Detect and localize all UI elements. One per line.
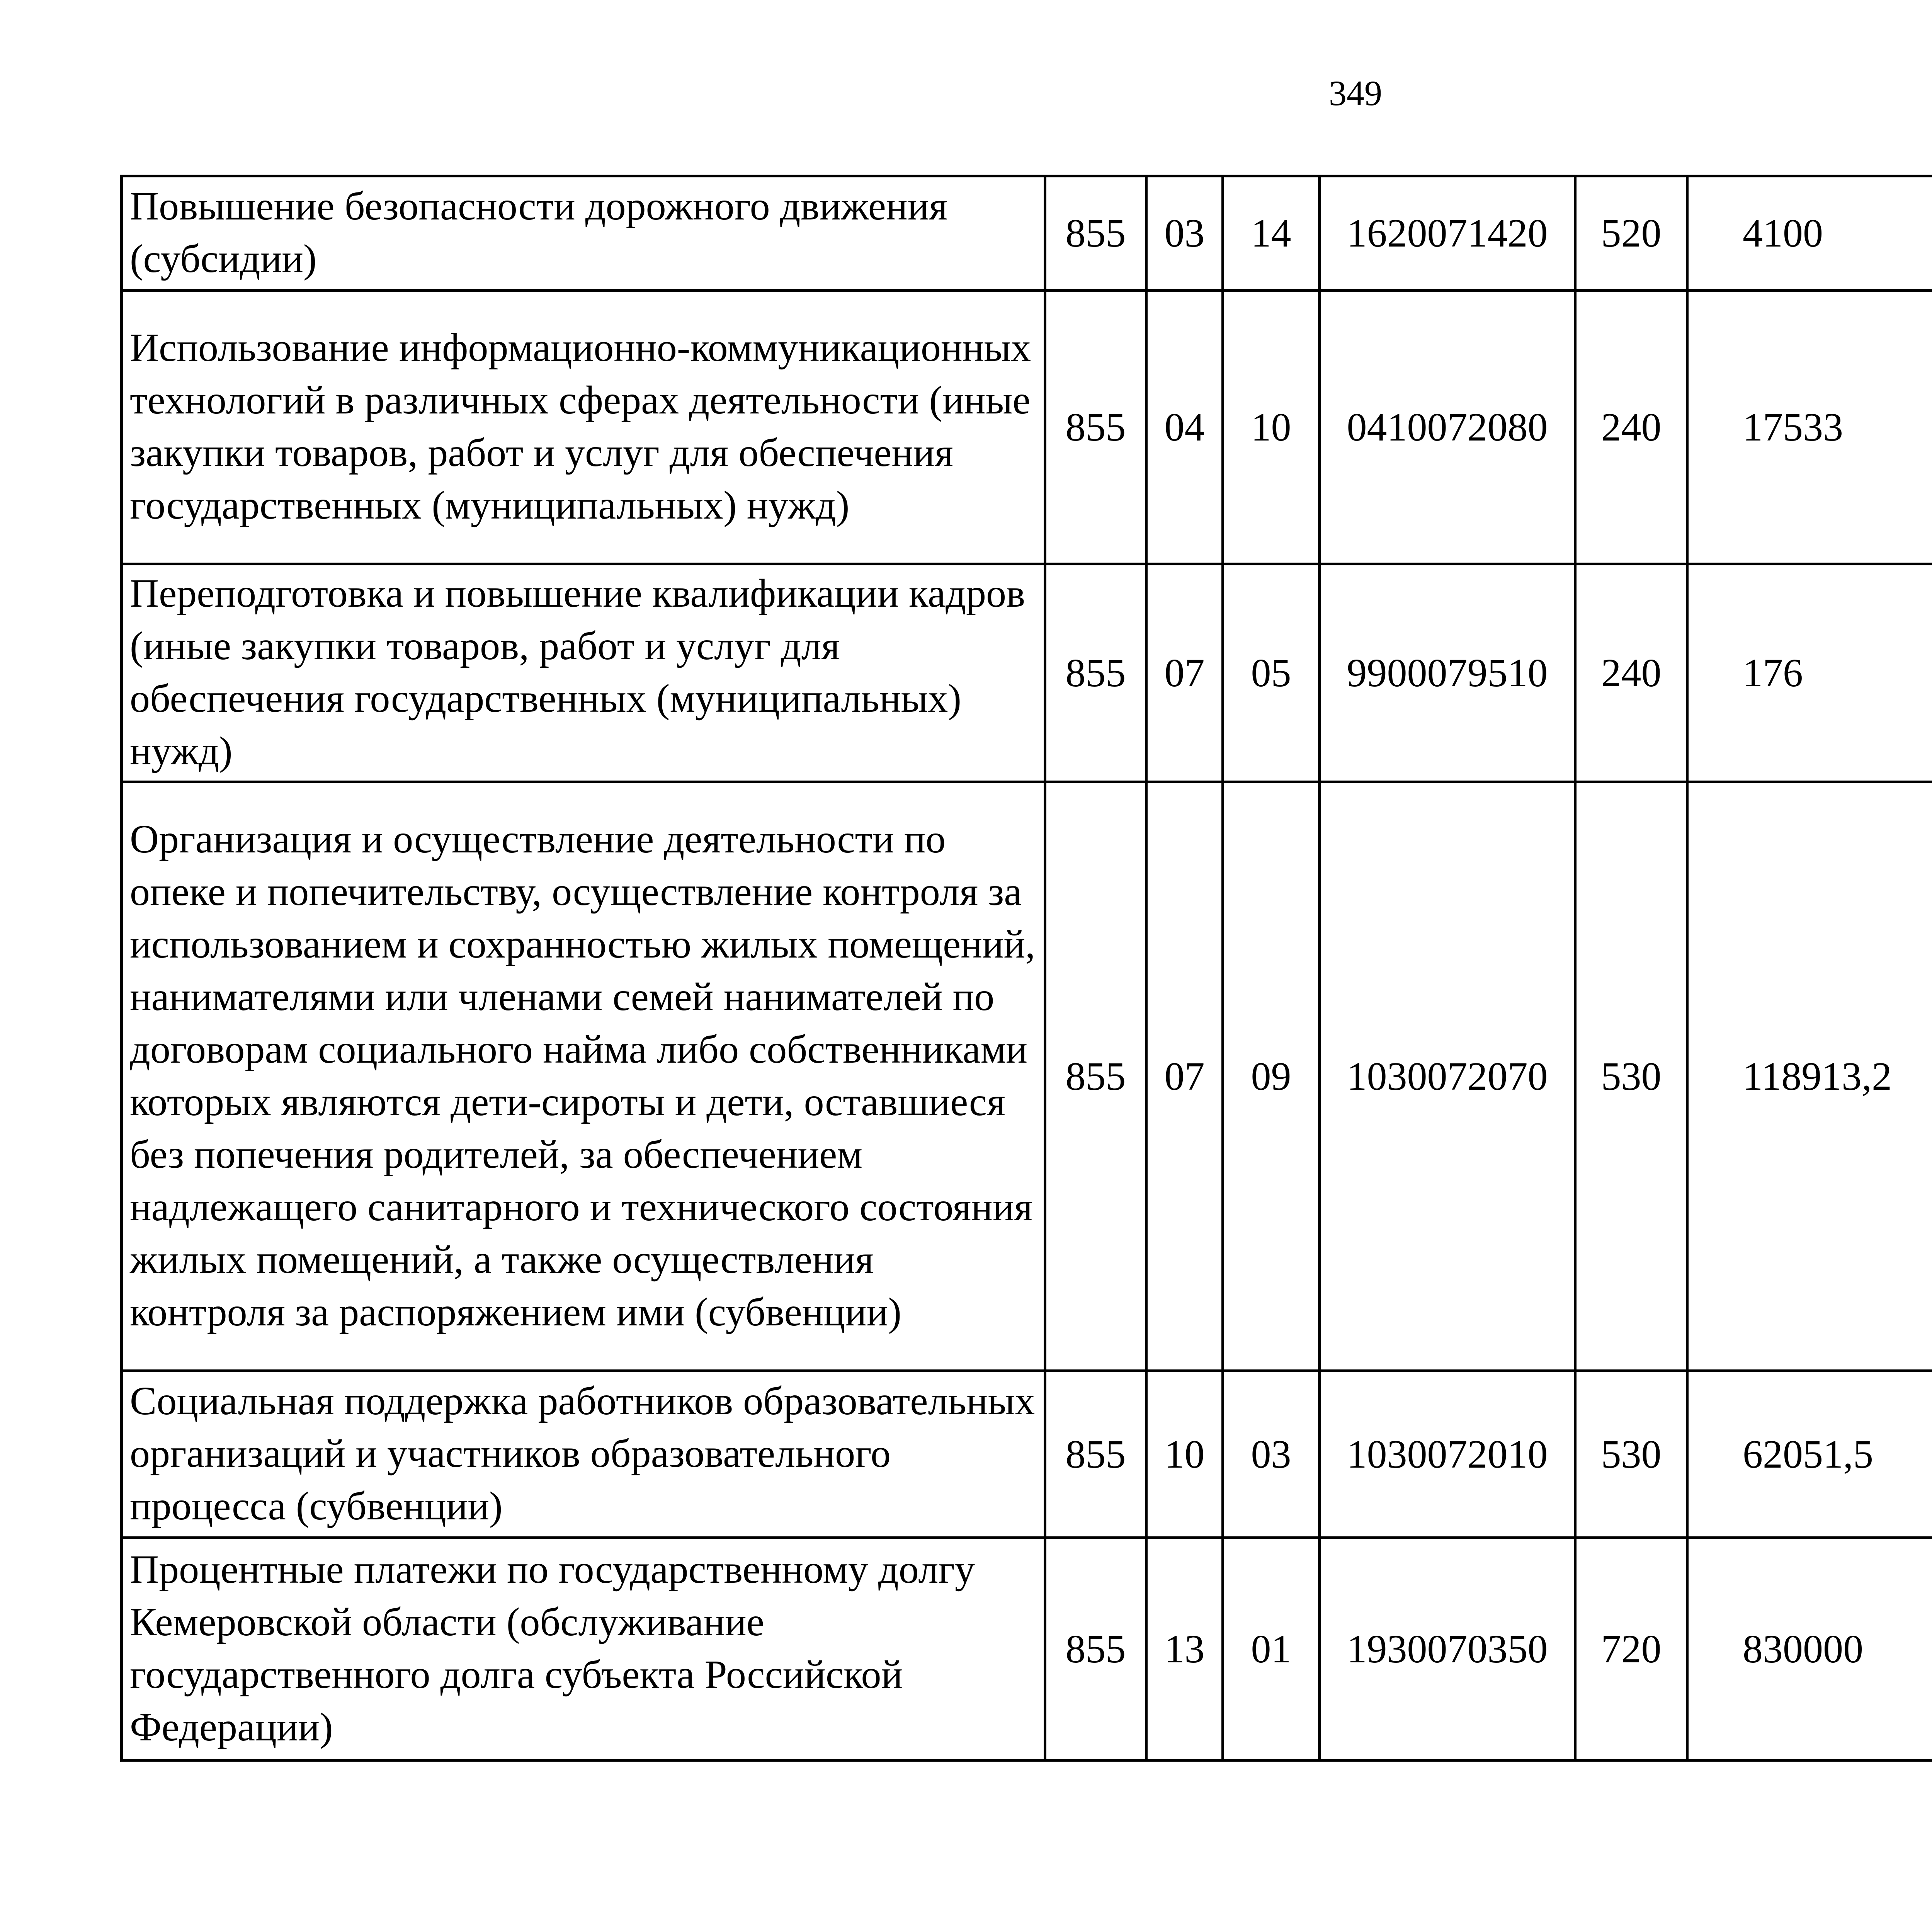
target-article-code: 1620071420 bbox=[1320, 176, 1575, 291]
target-article-code: 1030072070 bbox=[1320, 782, 1575, 1371]
section-code: 13 bbox=[1146, 1538, 1223, 1761]
target-article-code: 1930070350 bbox=[1320, 1538, 1575, 1761]
expense-type-code: 240 bbox=[1575, 291, 1687, 564]
amount-year-1: 830000 bbox=[1687, 1538, 1932, 1761]
table-row bbox=[122, 291, 1932, 564]
table-row bbox=[122, 564, 1932, 782]
subsection-code: 05 bbox=[1223, 564, 1320, 782]
amount-year-1: 62051,5 bbox=[1687, 1371, 1932, 1538]
row-description: Социальная поддержка работников образовательных организаций и участников образовательного процесса (субвенции) bbox=[122, 1371, 1045, 1538]
expense-type-code: 520 bbox=[1575, 176, 1687, 291]
row-description: Процентные платежи по государственному долгу Кемеровской области (обслуживание государственного долга субъекта Российской Федерации) bbox=[122, 1538, 1045, 1761]
ministry-code: 855 bbox=[1045, 782, 1146, 1371]
expense-type-code: 720 bbox=[1575, 1538, 1687, 1761]
table-row bbox=[122, 782, 1932, 1371]
ministry-code: 855 bbox=[1045, 176, 1146, 291]
budget-table bbox=[120, 175, 1932, 1762]
section-code: 07 bbox=[1146, 564, 1223, 782]
subsection-code: 01 bbox=[1223, 1538, 1320, 1761]
subsection-code: 14 bbox=[1223, 176, 1320, 291]
target-article-code: 0410072080 bbox=[1320, 291, 1575, 564]
table-row bbox=[122, 1371, 1932, 1538]
amount-year-1: 17533 bbox=[1687, 291, 1932, 564]
amount-year-1: 176 bbox=[1687, 564, 1932, 782]
row-description: Переподготовка и повышение квалификации кадров (иные закупки товаров, работ и услуг для обеспечения государственных (муниципальных) нужд) bbox=[122, 564, 1045, 782]
section-code: 07 bbox=[1146, 782, 1223, 1371]
expense-type-code: 240 bbox=[1575, 564, 1687, 782]
target-article-code: 9900079510 bbox=[1320, 564, 1575, 782]
row-description: Организация и осуществление деятельности по опеке и попечительству, осуществление контроля за использованием и сохранностью жилых помещений, нанимателями или членами семей нанимателей по договорам социального найма либо собственниками которых являются дети-сироты и дети, оставшиеся без попечения родителей, за обеспечением надлежащего санитарного и технического состояния жилых помещений, а также осуществления контроля за распоряжением ими (субвенции) bbox=[122, 782, 1045, 1371]
ministry-code: 855 bbox=[1045, 1371, 1146, 1538]
subsection-code: 10 bbox=[1223, 291, 1320, 564]
amount-year-1: 4100 bbox=[1687, 176, 1932, 291]
expense-type-code: 530 bbox=[1575, 782, 1687, 1371]
ministry-code: 855 bbox=[1045, 564, 1146, 782]
target-article-code: 1030072010 bbox=[1320, 1371, 1575, 1538]
ministry-code: 855 bbox=[1045, 1538, 1146, 1761]
page-number: 349 bbox=[1329, 73, 1382, 113]
subsection-code: 03 bbox=[1223, 1371, 1320, 1538]
section-code: 04 bbox=[1146, 291, 1223, 564]
amount-year-1: 118913,2 bbox=[1687, 782, 1932, 1371]
section-code: 10 bbox=[1146, 1371, 1223, 1538]
expense-type-code: 530 bbox=[1575, 1371, 1687, 1538]
row-description: Повышение безопасности дорожного движения (субсидии) bbox=[122, 176, 1045, 291]
row-description: Использование информационно-коммуникационных технологий в различных сферах деятельности (иные закупки товаров, работ и услуг для обеспечения государственных (муниципальных) нужд) bbox=[122, 291, 1045, 564]
subsection-code: 09 bbox=[1223, 782, 1320, 1371]
section-code: 03 bbox=[1146, 176, 1223, 291]
ministry-code: 855 bbox=[1045, 291, 1146, 564]
table-row bbox=[122, 176, 1932, 291]
table-row bbox=[122, 1538, 1932, 1761]
